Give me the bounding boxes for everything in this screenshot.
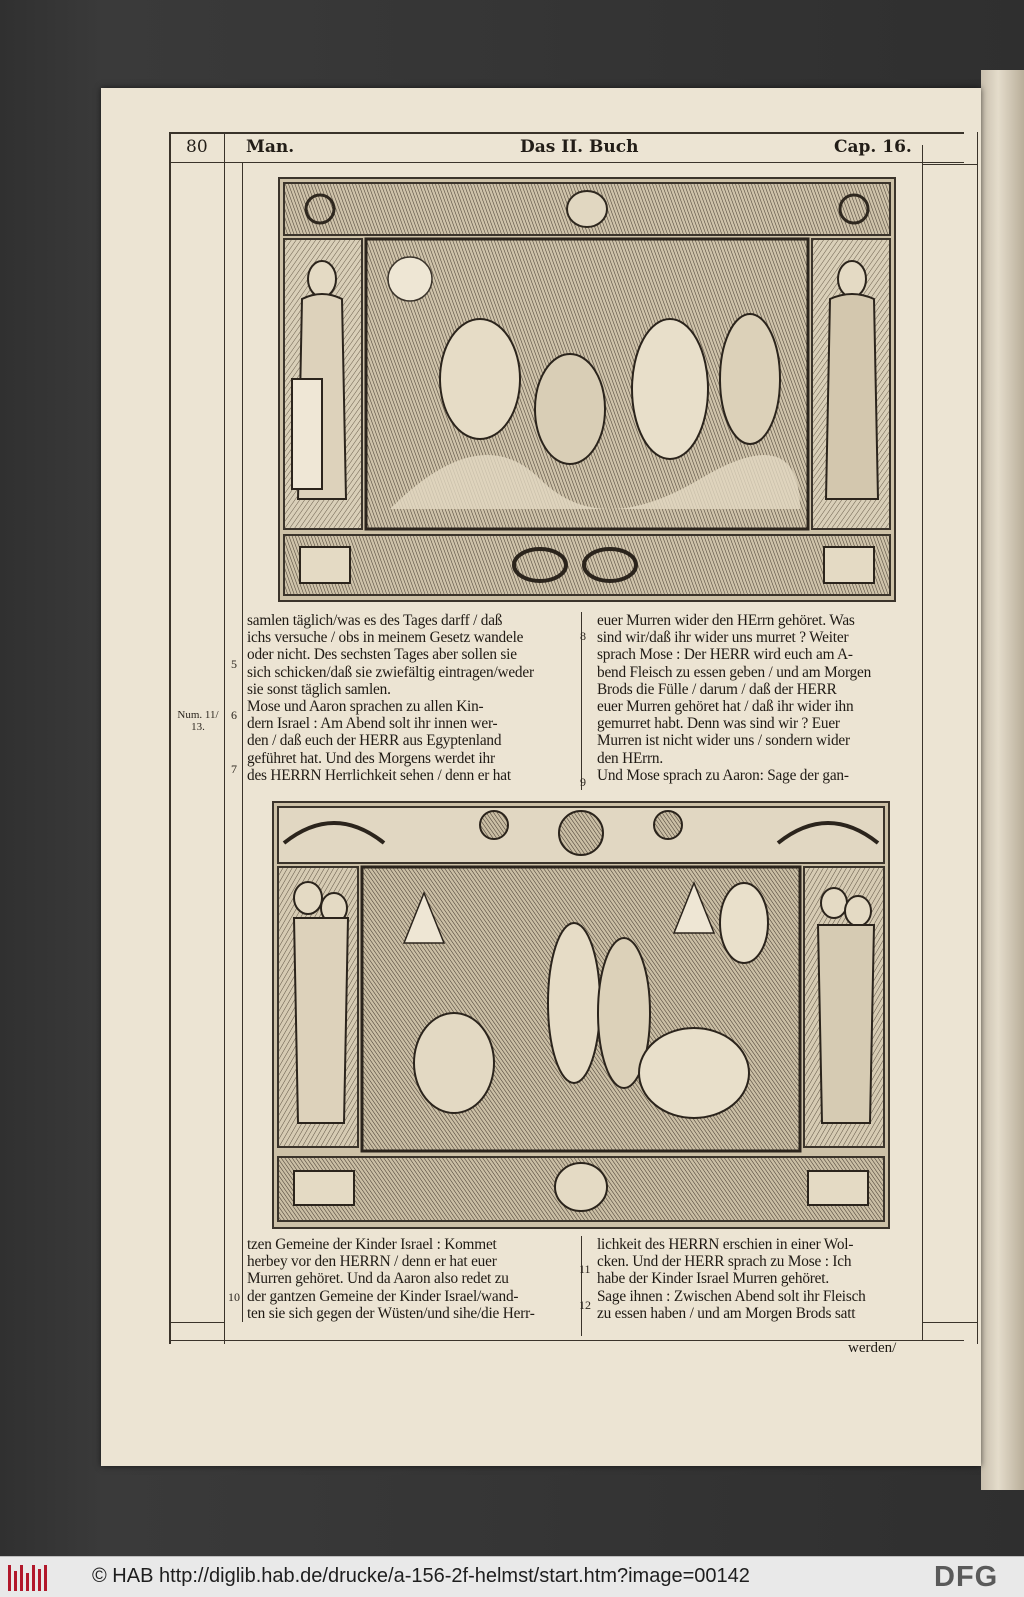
- frame-bottom-rule: [169, 1340, 964, 1341]
- frame-right-outer: [977, 132, 978, 1344]
- woodcut-illustration: [280, 179, 894, 600]
- page-number: 80: [186, 137, 208, 157]
- viewer-footer: [0, 1556, 1024, 1597]
- frame-left-inner: [224, 132, 225, 1344]
- frame-left-outer: [169, 132, 171, 1344]
- margin-top-rule-right: [922, 164, 978, 165]
- margin-bottom-rule-right: [922, 1322, 978, 1323]
- chapter-label: Cap. 16.: [834, 137, 912, 157]
- text-column-left-bottom: tzen Gemeine der Kinder Israel : Kommet herbey vor den HERRN / denn er hat euer Murren gehöret. Und da Aaron also redet zu der gantzen Gemeine der Kinder Israel/wand- ten sie sich gegen der Wüsten/und sihe/die Herr-: [247, 1236, 535, 1322]
- verse-number: 9: [580, 775, 586, 789]
- verse-number: 5: [231, 657, 237, 671]
- column-divider-bottom: [581, 1236, 582, 1336]
- verse-number: 6: [231, 708, 237, 722]
- margin-reference: Num. 11/ 13.: [177, 709, 219, 733]
- next-page-edge: [981, 70, 1024, 1490]
- margin-bottom-rule: [169, 1322, 225, 1323]
- dfg-logo: DFG: [934, 1561, 999, 1593]
- verse-number: 11: [579, 1262, 591, 1276]
- left-catchword: Man.: [246, 137, 295, 157]
- frame-top-rule: [169, 132, 964, 134]
- woodcut-illustration: [274, 803, 888, 1227]
- verse-number: 10: [228, 1290, 240, 1304]
- text-column-right-top: euer Murren wider den HErrn gehöret. Was sind wir/daß ihr wider uns murret ? Weiter sprach Mose : Der HERR wird euch am A- bend Fleisch zu essen geben / und am Morgen Brods die Fülle / darum / daß der HERR euer Murren gehöret hat / daß ihr wider ihn gemurret habt. Denn was sind wir ? Euer Murren ist nicht wider uns / sondern wider den HErrn. Und Mose sprach zu Aaron: Sage der gan-: [597, 612, 872, 784]
- catchword: werden/: [848, 1340, 897, 1356]
- verse-number: 8: [580, 629, 586, 643]
- text-column-left-top: samlen täglich/was es des Tages darff / daß ichs versuche / obs in meinem Gesetz wandele oder nicht. Des sechsten Tages aber sollen sie sich schicken/daß sie zwiefältig eintragen/weder sie sonst täglich samlen. Mose und Aaron sprachen zu allen Kin- dern Israel : Am Abend solt ihr innen wer- den / daß euch der HERR aus Egyptenland geführet hat. Und des Morgens werdet ihr des HERRN Herrlichkeit sehen / denn er hat: [247, 612, 534, 784]
- text-column-right-bottom: lichkeit des HERRN erschien in einer Wol- cken. Und der HERR sprach zu Mose : Ich habe der Kinder Israel Murren gehöret. Sage ihnen : Zwischen Abend solt ihr Fleisch zu essen haben / und am Morgen Brods satt: [597, 1236, 866, 1322]
- text-left-rule: [242, 162, 243, 1322]
- verse-number: 7: [231, 762, 237, 776]
- woodcut-quails: [272, 801, 890, 1229]
- frame-right-inner: [922, 145, 923, 1340]
- header-underline: [169, 162, 964, 163]
- woodcut-manna-gathering: [278, 177, 896, 602]
- verse-number: 12: [579, 1298, 591, 1312]
- book-title: Das II. Buch: [520, 137, 639, 157]
- hab-logo-icon: [8, 1565, 46, 1591]
- copyright-link[interactable]: © HAB http://diglib.hab.de/drucke/a-156-2f-helmst/start.htm?image=00142: [92, 1565, 750, 1587]
